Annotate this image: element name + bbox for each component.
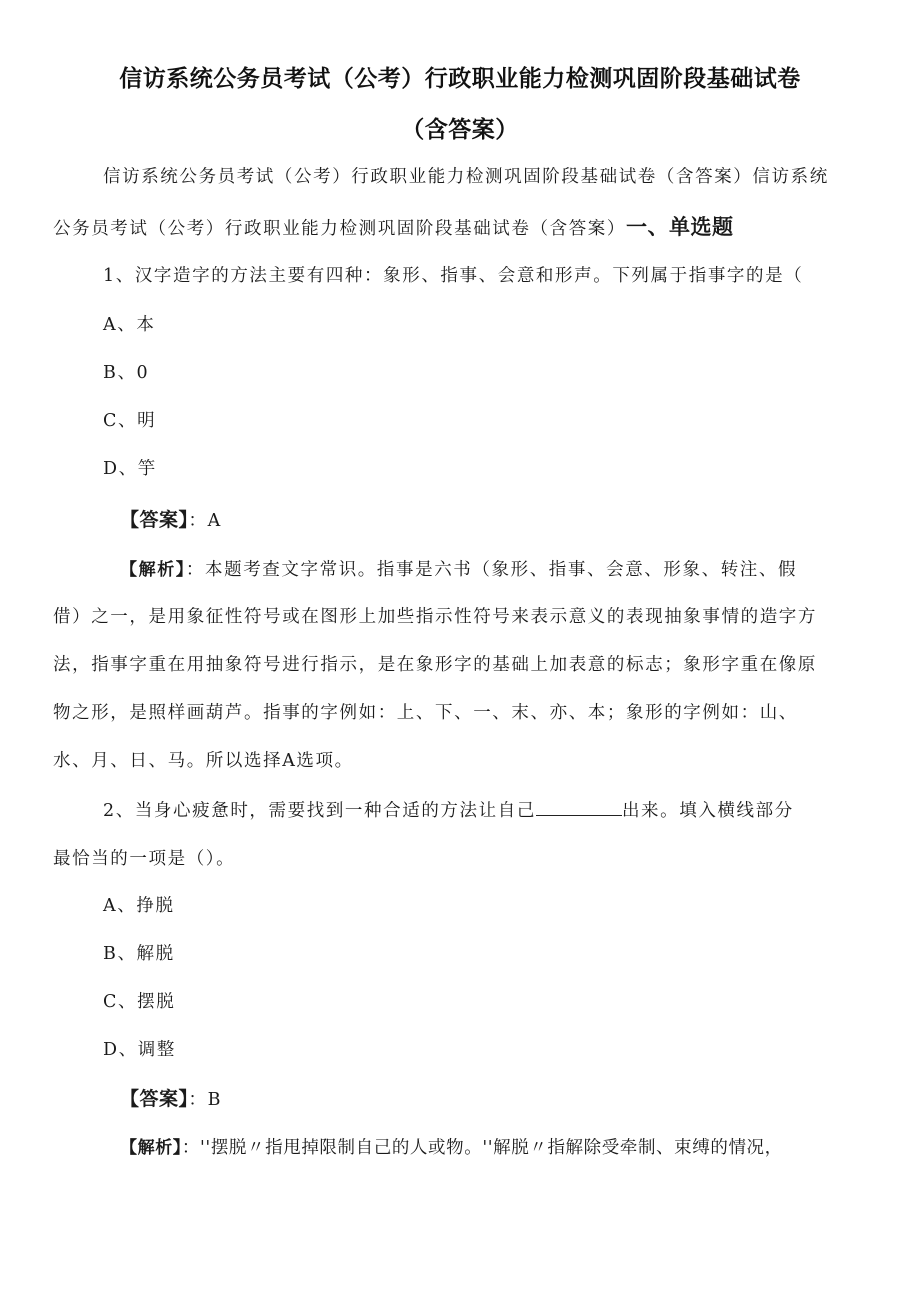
q2-option-b: B、解脱	[103, 944, 175, 964]
q2-stem-before-blank: 2、当身心疲惫时，需要找到一种合适的方法让自己	[103, 801, 536, 821]
q1-option-a: A、本	[103, 315, 156, 335]
q1-explanation-line-3: 法，指事字重在用抽象符号进行指示，是在象形字的基础上加表意的标志；象形字重在像原	[53, 655, 817, 675]
q2-fill-blank	[536, 801, 622, 816]
q1-explanation-text-1: ：本题考查文字常识。指事是六书（象形、指事、会意、形象、转注、假	[185, 560, 798, 580]
q2-answer-value: ：B	[188, 1090, 223, 1110]
q2-option-d: D、调整	[103, 1040, 176, 1060]
q2-stem-line-2: 最恰当的一项是（）。	[53, 849, 236, 869]
q1-explanation-line-1	[120, 555, 797, 581]
q2-stem-line-1	[103, 797, 794, 822]
q2-answer-label: 【答案】	[120, 1088, 189, 1110]
q2-stem-after-blank: 出来。填入横线部分	[621, 801, 794, 821]
q1-explanation-line-5: 水、月、日、马。所以选择A选项。	[53, 751, 354, 771]
q2-option-a: A、挣脱	[103, 896, 175, 916]
q1-stem: 1、汉字造字的方法主要有四种：象形、指事、会意和形声。下列属于指事字的是（	[103, 266, 804, 286]
q1-answer-value: ：A	[188, 511, 222, 531]
q1-explanation-label: 【解析】	[120, 560, 186, 580]
q2-explanation-label: 【解析】	[120, 1138, 182, 1158]
q1-explanation-line-2: 借）之一，是用象征性符号或在图形上加些指示性符号来表示意义的表现抽象事情的造字方	[53, 607, 817, 627]
intro-line-1: 信访系统公务员考试（公考）行政职业能力检测巩固阶段基础试卷（含答案）信访系统	[103, 167, 829, 187]
q2-explanation-line-1	[120, 1133, 783, 1159]
q2-option-c: C、摆脱	[103, 992, 176, 1012]
intro-line-2-text: 公务员考试（公考）行政职业能力检测巩固阶段基础试卷（含答案）	[53, 219, 626, 239]
doc-title-line-2: （含答案）	[401, 117, 519, 143]
q1-answer-label: 【答案】	[120, 509, 189, 531]
intro-line-2	[53, 211, 734, 241]
q2-explanation-text: ：''摆脱〃指甩掉限制自己的人或物。''解脱〃指解除受牵制、束缚的情况，	[181, 1138, 783, 1158]
q1-option-c: C、明	[103, 411, 157, 431]
q1-option-d: D、竽	[103, 459, 157, 479]
q2-answer	[120, 1084, 222, 1111]
q1-answer	[120, 505, 222, 532]
q1-option-b: B、0	[103, 363, 150, 383]
q1-explanation-line-4: 物之形，是照样画葫芦。指事的字例如：上、下、一、末、亦、本；象形的字例如：山、	[53, 703, 798, 723]
doc-title-line-1: 信访系统公务员考试（公考）行政职业能力检测巩固阶段基础试卷	[119, 66, 801, 92]
section-heading: 一、单选题	[626, 215, 734, 239]
